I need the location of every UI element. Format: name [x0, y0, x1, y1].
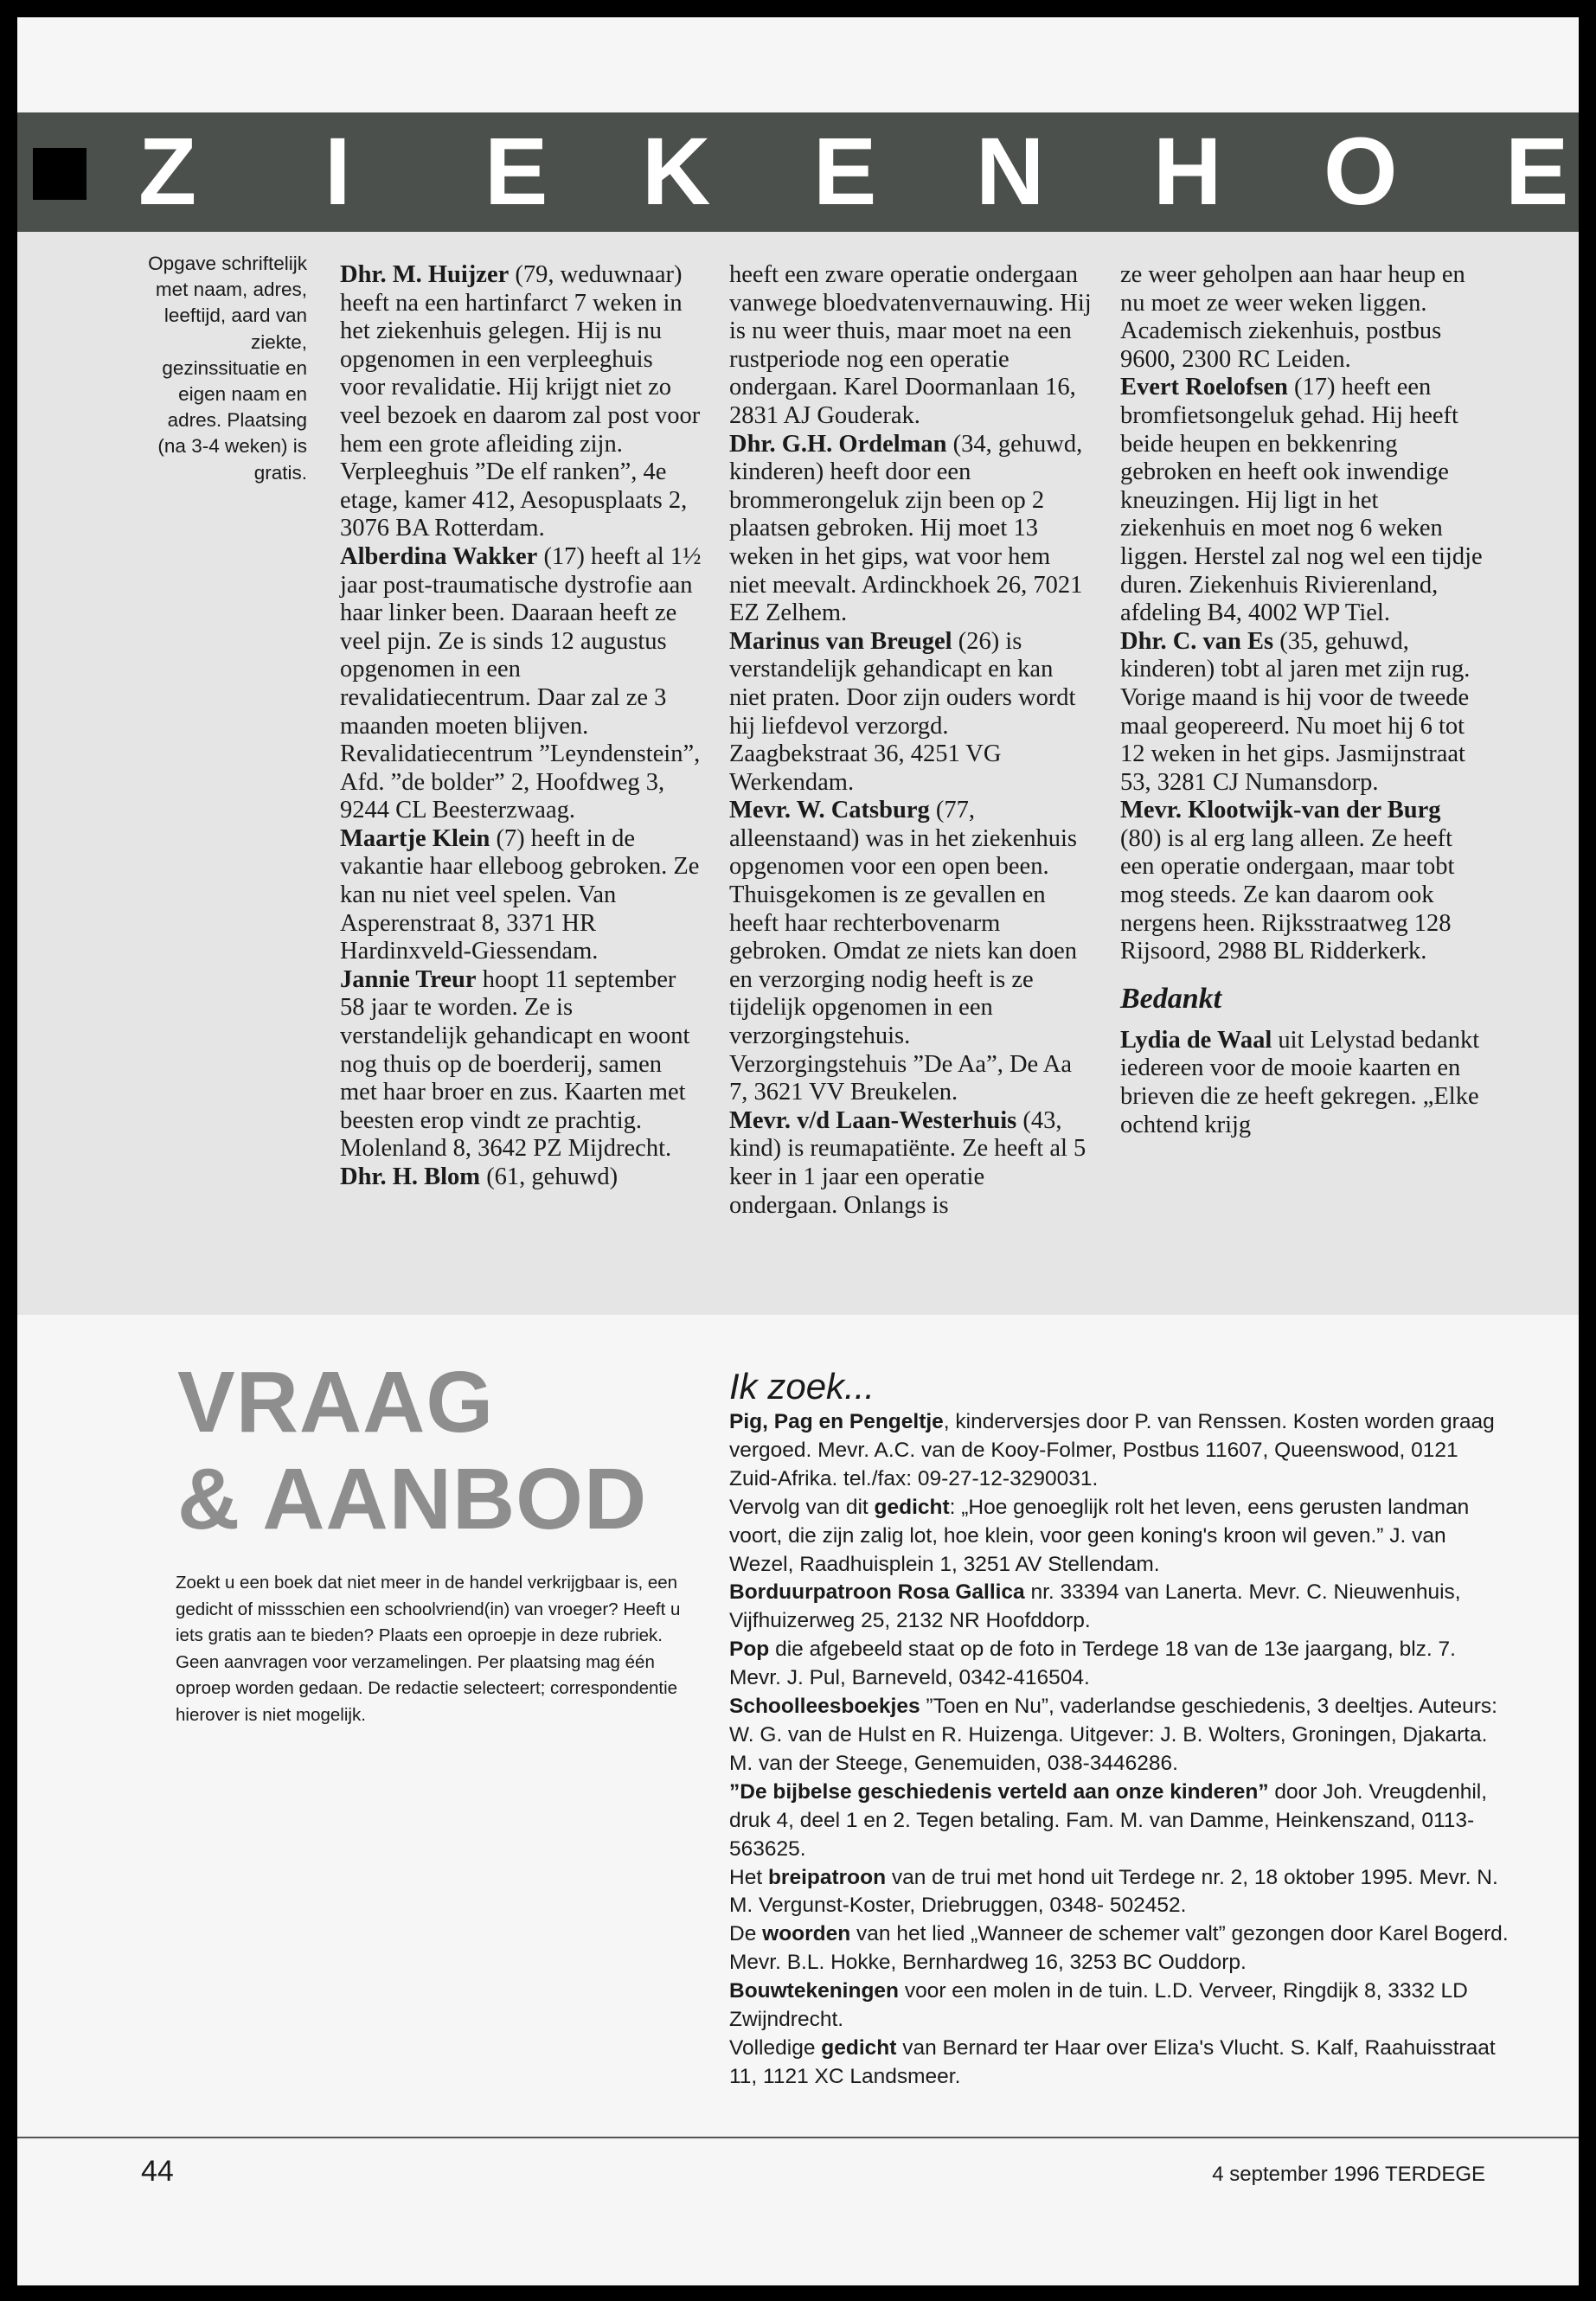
title-letter: N — [976, 119, 1045, 225]
header-square-marker — [33, 148, 87, 200]
thanks-entry: Lydia de Waal uit Lelystad bedankt iedereen voor de mooie kaarten en brieven die ze heeft gekregen. „Elke ochtend krijg — [1120, 1026, 1480, 1138]
ad-entry: De woorden van het lied „Wanneer de schemer valt” gezongen door Karel Bogerd. Mevr. B.L. Hokke, Bernhardweg 16, 3253 BC Ouddorp. — [729, 1922, 1509, 1975]
patient-entry: Jannie Treur hoopt 11 september 58 jaar te worden. Ze is verstandelijk gehandicapt en woont nog thuis op de boerderij, samen met haar broer en zus. Kaarten met beesten erop vindt ze prachtig. Molenland 8, 3642 PZ Mijdrecht. — [340, 965, 690, 1163]
ad-entry: Pop die afgebeeld staat op de foto in Terdege 18 van de 13e jaargang, blz. 7. Mevr. J. Pul, Barneveld, 0342-416504. — [729, 1638, 1456, 1690]
ad-entry: Volledige gedicht van Bernard ter Haar over Eliza's Vlucht. S. Kalf, Raahuisstraat 11, 1121 XC Landsmeer. — [729, 2035, 1496, 2088]
title-letter: K — [642, 119, 711, 225]
column-2 — [729, 261, 1093, 1220]
patient-entry: heeft een zware operatie ondergaan vanwege bloedvatenvernauwing. Hij is nu weer thuis, maar moet na een rustperiode nog een operatie ondergaan. Karel Doormanlaan 16, 2831 AJ Gouderak. — [729, 261, 1092, 429]
patient-entry: Mevr. Klootwijk-van der Burg (80) is al erg lang alleen. Ze heeft een operatie ondergaan, maar tobt mog steeds. Ze kan daarom ook nergens heen. Rijksstraatweg 128 Rijsoord, 2988 BL Ridderkerk. — [1120, 797, 1455, 965]
section-header-band — [17, 112, 1579, 232]
patient-entry: Dhr. C. van Es (35, gehuwd, kinderen) tobt al jaren met zijn rug. Vorige maand is hij voor de tweede maal geopereerd. Nu moet hij 6 tot 12 weken in het gips. Jasmijnstraat 53, 3281 CJ Numansdorp. — [1120, 627, 1471, 796]
column-1 — [340, 261, 703, 1192]
title-line: & AANBOD — [177, 1451, 648, 1548]
title-line: VRAAG — [177, 1354, 495, 1451]
issue-date: 4 september 1996 TERDEGE — [1212, 2163, 1485, 2186]
title-letter: I — [324, 119, 351, 225]
title-letter: Z — [138, 119, 197, 225]
patient-entry: Alberdina Wakker (17) heeft al 1½ jaar post-traumatische dystrofie aan haar linker been. Daaraan heeft ze veel pijn. Ze is sinds 12 augustus opgenomen in een revalidatiecentrum. Daar zal ze 3 maanden moeten blijven. Revalidatiecentrum ”Leyndenstein”, Afd. ”de bolder” 2, Hoofdweg 3, 9244 CL Beesterzwaag. — [340, 542, 702, 824]
title-letter: E — [1505, 119, 1569, 225]
patient-entry: Dhr. H. Blom (61, gehuwd) — [340, 1163, 619, 1190]
ad-entry: ”De bijbelse geschiedenis verteld aan onze kinderen” door Joh. Vreugdenhil, druk 4, deel 1 en 2. Tegen betaling. Fam. M. van Damme, Heinkenszand, 0113-563625. — [729, 1779, 1488, 1861]
vraag-aanbod-intro: Zoekt u een boek dat niet meer in de handel verkrijgbaar is, een gedicht of missschien een schoolvriend(in) van vroeger? Heeft u iets gratis aan te bieden? Plaats een oproepje in deze rubriek. Geen aanvragen voor verzamelingen. Per plaatsing mag één oproep worden gedaan. De redactie selecteert; correspondentie hierover is niet mogelijk. — [176, 1573, 681, 1725]
page-number: 44 — [141, 2155, 174, 2188]
title-letter: H — [1153, 119, 1222, 225]
submission-note: Opgave schriftelijk met naam, adres, leeftijd, aard van ziekte, gezinssituatie en eigen naam en adres. Plaatsing (na 3-4 weken) is gratis. — [148, 253, 307, 484]
patient-entry: Marinus van Breugel (26) is verstandelijk gehandicapt en kan niet praten. Door zijn ouders wordt hij liefdevol verzorgd. Zaagbekstraat 36, 4251 VG Werkendam. — [729, 627, 1076, 796]
vraag-aanbod-title — [177, 1354, 647, 1548]
patient-entry: Mevr. W. Catsburg (77, alleenstaand) was in het ziekenhuis opgenomen voor een open been. Thuisgekomen is ze gevallen en heeft haar rechterbovenarm gebroken. Omdat ze niets kan doen en verzorging nodig heeft is ze tijdelijk opgenomen in een verzorgingstehuis. Verzorgingstehuis ”De Aa”, De Aa 7, 3621 VV Breukelen. — [729, 797, 1078, 1106]
ad-entry: Vervolg van dit gedicht: „Hoe genoeglijk rolt het leven, eens gerusten landman voort, die zijn zalig lot, hoe klein, voor geen koning's kroon wil geven.” J. van Wezel, Raadhuisplein 1, 3251 AV Stellendam. — [729, 1495, 1470, 1576]
ad-entry: Pig, Pag en Pengeltje, kinderversjes door P. van Renssen. Kosten worden graag vergoed. Mevr. A.C. van de Kooy-Folmer, Postbus 11607, Queenswood, 0121 Zuid-Afrika. tel./fax: 09-27-12-3290031. — [729, 1410, 1495, 1490]
title-letter: E — [484, 119, 548, 225]
column-3 — [1120, 261, 1484, 1139]
ad-entry: Borduurpatroon Rosa Gallica nr. 33394 van Lanerta. Mevr. C. Nieuwenhuis, Vijfhuizerweg 25, 2132 NR Hoofddorp. — [729, 1580, 1461, 1633]
bedankt-heading: Bedankt — [1120, 982, 1222, 1015]
patient-entry: Dhr. M. Huijzer (79, weduwnaar) heeft na een hartinfarct 7 weken in het ziekenhuis gelegen. Hij is nu opgenomen in een verpleeghuis voor revalidatie. Hij krijgt niet zo veel bezoek en daarom zal post voor hem een grote afleiding zijn. Verpleeghuis ”De elf ranken”, 4e etage, kamer 412, Aesopusplaats 2, 3076 BA Rotterdam. — [340, 261, 701, 542]
ad-entry: Het breipatroon van de trui met hond uit Terdege nr. 2, 18 oktober 1995. Mevr. N. M. Vergunst-Koster, Driebruggen, 0348- 502452. — [729, 1865, 1498, 1918]
ad-entry: Bouwtekeningen voor een molen in de tuin. L.D. Verveer, Ringdijk 8, 3332 LD Zwijndrecht. — [729, 1979, 1468, 2032]
title-letter: E — [813, 119, 877, 225]
ad-entry: Schoolleesboekjes ”Toen en Nu”, vaderlandse geschiedenis, 3 deeltjes. Auteurs: W. G. van de Hulst en R. Huizenga. Uitgever: J. B. Wolters, Groningen, Djakarta. M. van der Steege, Genemuiden, 038-3446286. — [729, 1695, 1497, 1775]
patient-entry: Evert Roelofsen (17) heeft een bromfietsongeluk gehad. Hij heeft beide heupen en bekkenring gebroken en heeft ook inwendige kneuzingen. Hij ligt in het ziekenhuis en moet nog 6 weken liggen. Herstel zal nog wel een tijdje duren. Ziekenhuis Rivierenland, afdeling B4, 4002 WP Tiel. — [1120, 374, 1483, 627]
patient-entry: Mevr. v/d Laan-Westerhuis (43, kind) is reumapatiënte. Ze heeft al 5 keer in 1 jaar een operatie ondergaan. Onlangs is — [729, 1106, 1086, 1219]
patient-entry: ze weer geholpen aan haar heup en nu moet ze weer weken liggen. Academisch ziekenhuis, postbus 9600, 2300 RC Leiden. — [1120, 261, 1465, 373]
patient-entry: Maartje Klein (7) heeft in de vakantie haar elleboog gebroken. Ze kan nu niet veel spelen. Van Asperenstraat 8, 3371 HR Hardinxveld-Giessendam. — [340, 824, 700, 965]
magazine-page — [17, 17, 1579, 2285]
patient-entry: Dhr. G.H. Ordelman (34, gehuwd, kinderen) heeft door een brommerongeluk zijn been op 2 plaatsen gebroken. Hij moet 13 weken in het gips, wat voor hem niet meevalt. Ardinckhoek 26, 7021 EZ Zelhem. — [729, 430, 1083, 627]
ik-zoek-heading: Ik zoek... — [729, 1366, 875, 1407]
footer-rule — [17, 2137, 1579, 2138]
title-letter: O — [1324, 119, 1398, 225]
ik-zoek-list — [729, 1408, 1512, 2092]
